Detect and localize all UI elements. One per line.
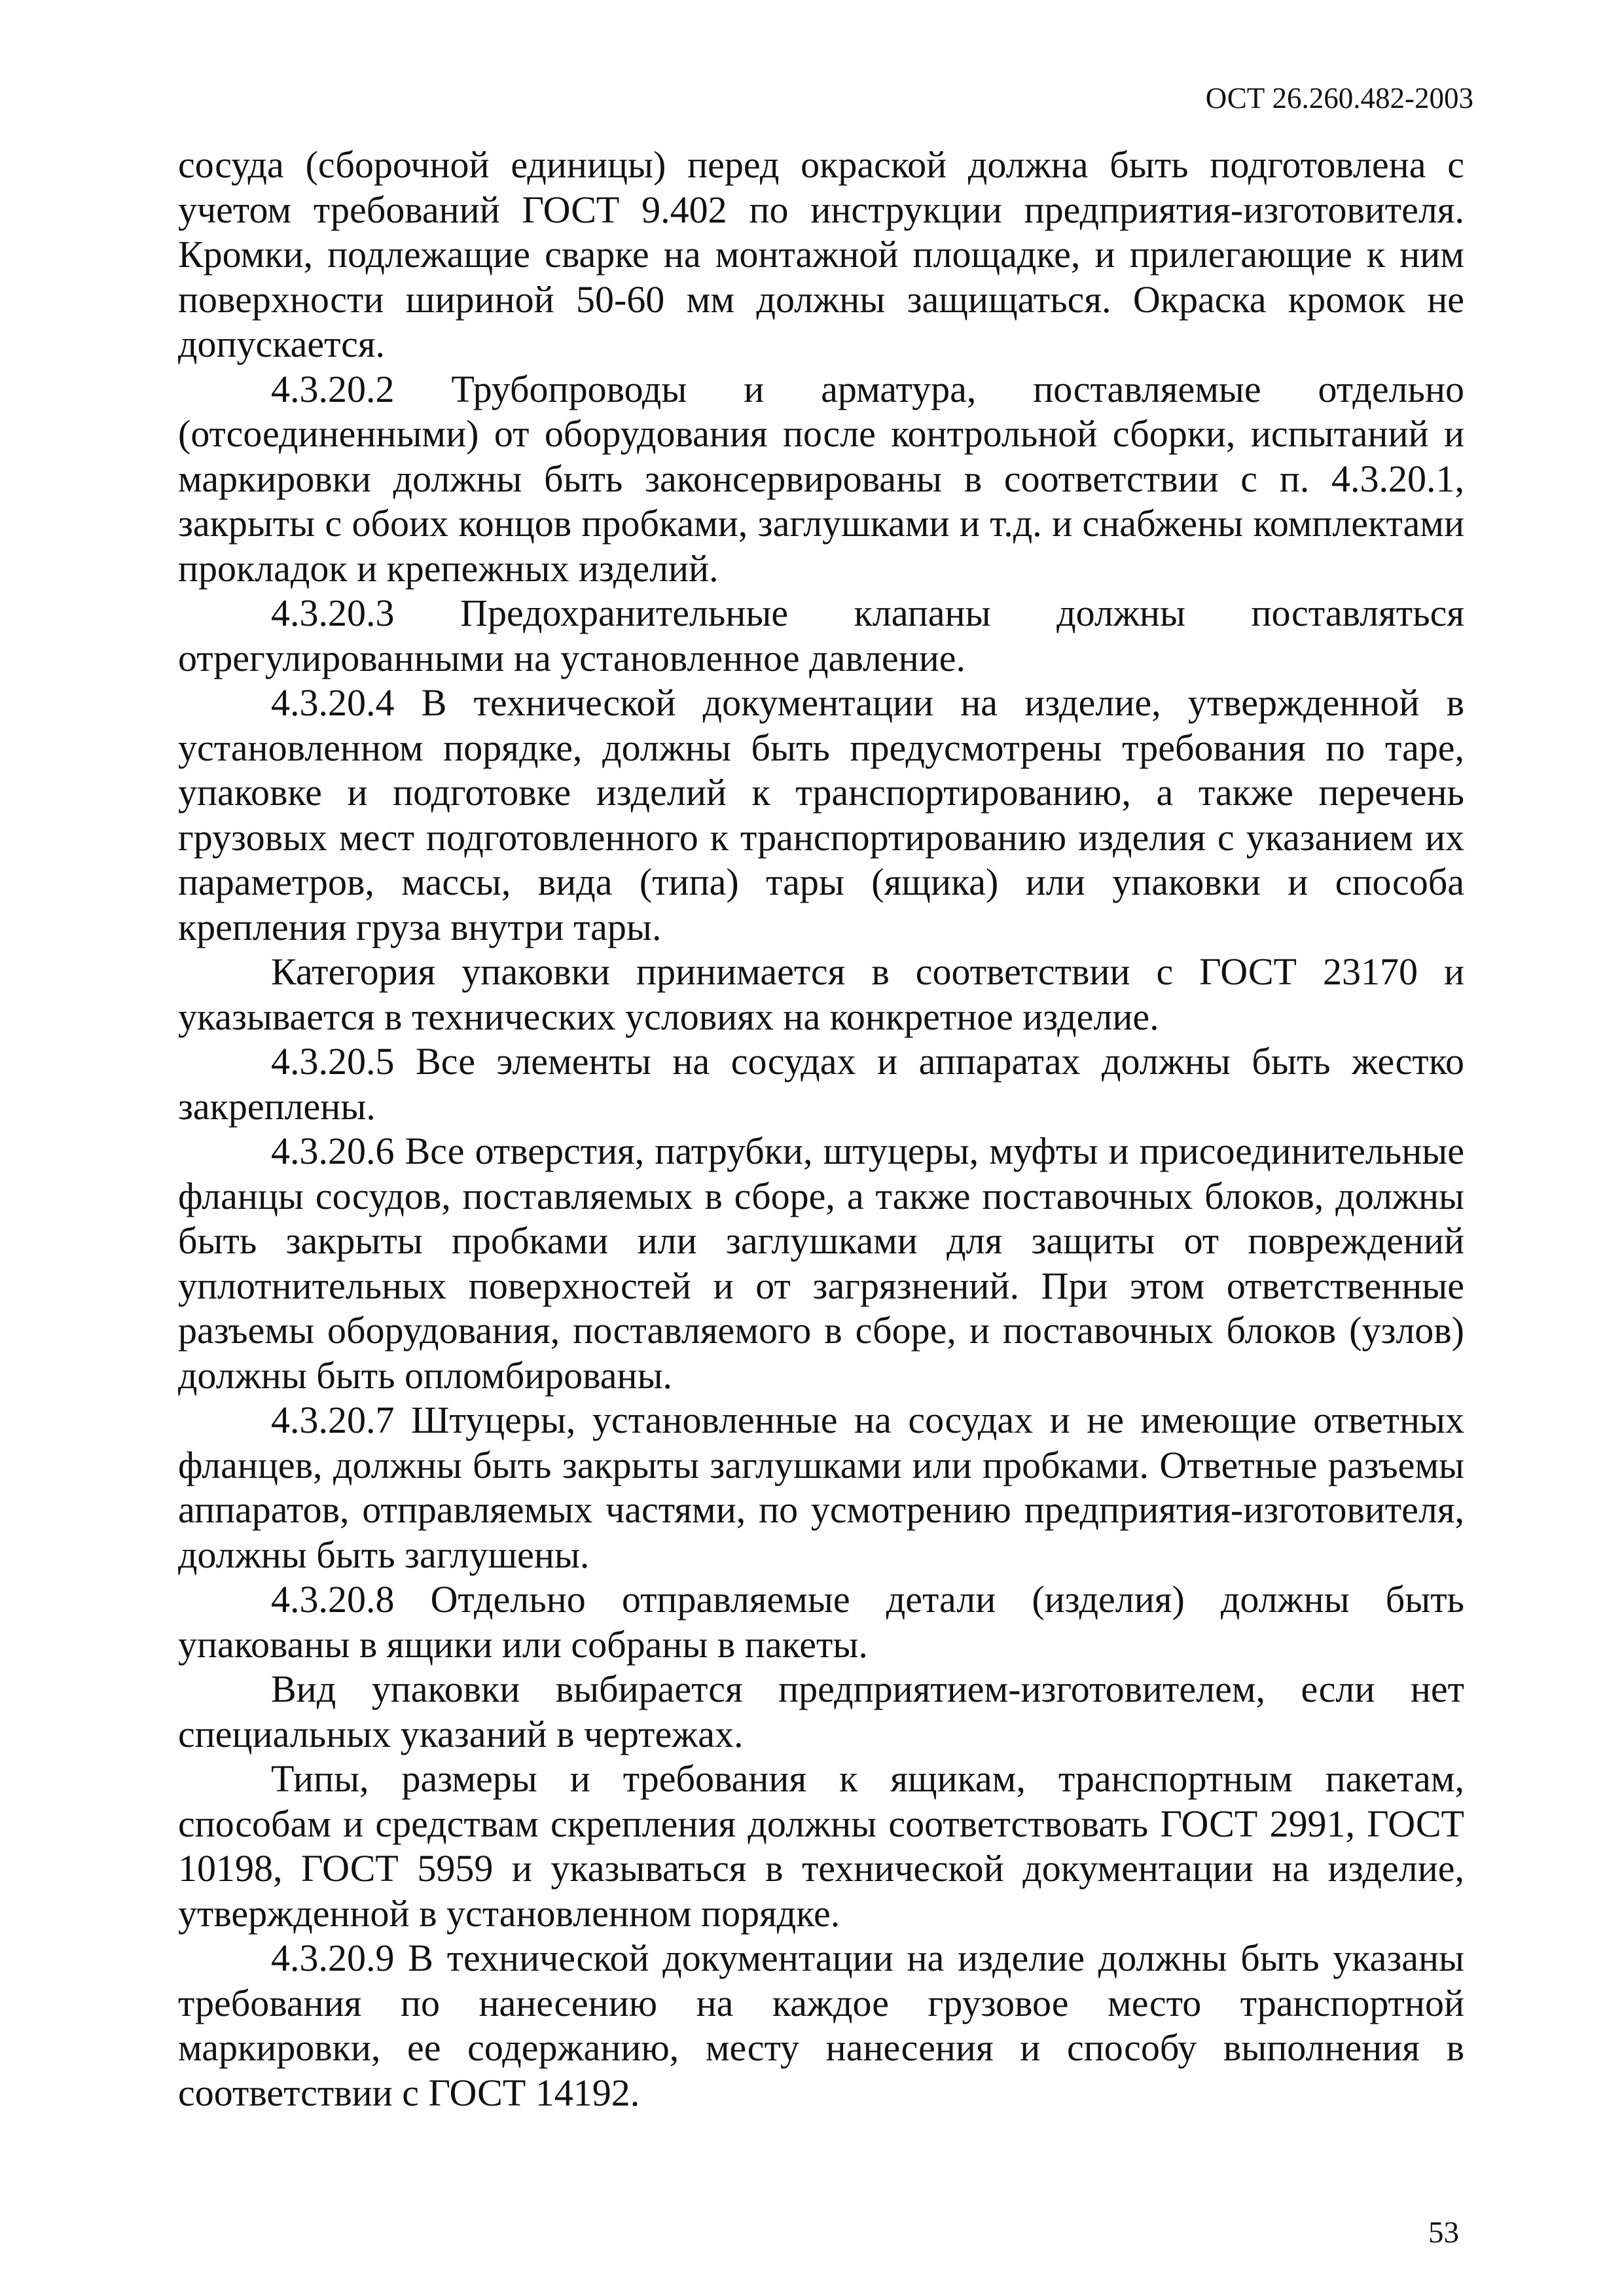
- paragraph-4-3-20-6: 4.3.20.6 Все отверстия, патрубки, штуцеры, муфты и присоединительные фланцы сосудов, поставляемых в сборе, а также поставочных блоков, должны быть закрыты пробками или заглушками для защиты от повреждений уплотнительных поверхностей и от загрязнений. При этом ответственные разъемы оборудования, поставляемого в сборе, и поставочных блоков (узлов) должны быть опломбированы.: [178, 1130, 1464, 1397]
- paragraph-4-3-20-8: 4.3.20.8 Отдельно отправляемые детали (изделия) должны быть упакованы в ящики или собраны в пакеты.: [178, 1578, 1464, 1666]
- paragraph-packaging-type: Вид упаковки выбирается предприятием-изготовителем, если нет специальных указаний в чертежах.: [178, 1668, 1464, 1755]
- paragraph-4-3-20-5: 4.3.20.5 Все элементы на сосудах и аппаратах должны быть жестко закреплены.: [178, 1040, 1464, 1128]
- paragraph-continuation: сосуда (сборочной единицы) перед окраской должна быть подготовлена с учетом требований ГОСТ 9.402 по инструкции предприятия-изготовителя. Кромки, подлежащие сварке на монтажной площадке, и прилегающие к ним поверхности шириной 50-60 мм должны защищаться. Окраска кромок не допускается.: [178, 143, 1464, 365]
- paragraph-packaging-category: Категория упаковки принимается в соответствии с ГОСТ 23170 и указывается в технических условиях на конкретное изделие.: [178, 950, 1464, 1038]
- paragraph-box-requirements: Типы, размеры и требования к ящикам, транспортным пакетам, способам и средствам скрепления должны соответствовать ГОСТ 2991, ГОСТ 10198, ГОСТ 5959 и указываться в технической документации на изделие, утвержденной в установленном порядке.: [178, 1757, 1464, 1935]
- paragraph-4-3-20-7: 4.3.20.7 Штуцеры, установленные на сосудах и не имеющие ответных фланцев, должны быть закрыты заглушками или пробками. Ответные разъемы аппаратов, отправляемых частями, по усмотрению предприятия-изготовителя, должны быть заглушены.: [178, 1399, 1464, 1576]
- page-body: [178, 143, 1464, 2115]
- paragraph-4-3-20-4: 4.3.20.4 В технической документации на изделие, утвержденной в установленном порядке, должны быть предусмотрены требования по таре, упаковке и подготовке изделий к транспортированию, а также перечень грузовых мест подготовленного к транспортированию изделия с указанием их параметров, массы, вида (типа) тары (ящика) или упаковки и способа крепления груза внутри тары.: [178, 681, 1464, 948]
- paragraph-4-3-20-2: 4.3.20.2 Трубопроводы и арматура, поставляемые отдельно (отсоединенными) от оборудования после контрольной сборки, испытаний и маркировки должны быть законсервированы в соответствии с п. 4.3.20.1, закрыты с обоих концов пробками, заглушками и т.д. и снабжены комплектами прокладок и крепежных изделий.: [178, 367, 1464, 590]
- document-code: ОСТ 26.260.482-2003: [1205, 82, 1473, 115]
- paragraph-4-3-20-3: 4.3.20.3 Предохранительные клапаны должны поставляться отрегулированными на установленное давление.: [178, 592, 1464, 679]
- paragraph-4-3-20-9: 4.3.20.9 В технической документации на изделие должны быть указаны требования по нанесению на каждое грузовое место транспортной маркировки, ее содержанию, месту нанесения и способу выполнения в соответствии с ГОСТ 14192.: [178, 1937, 1464, 2114]
- page-number: 53: [1428, 2215, 1459, 2250]
